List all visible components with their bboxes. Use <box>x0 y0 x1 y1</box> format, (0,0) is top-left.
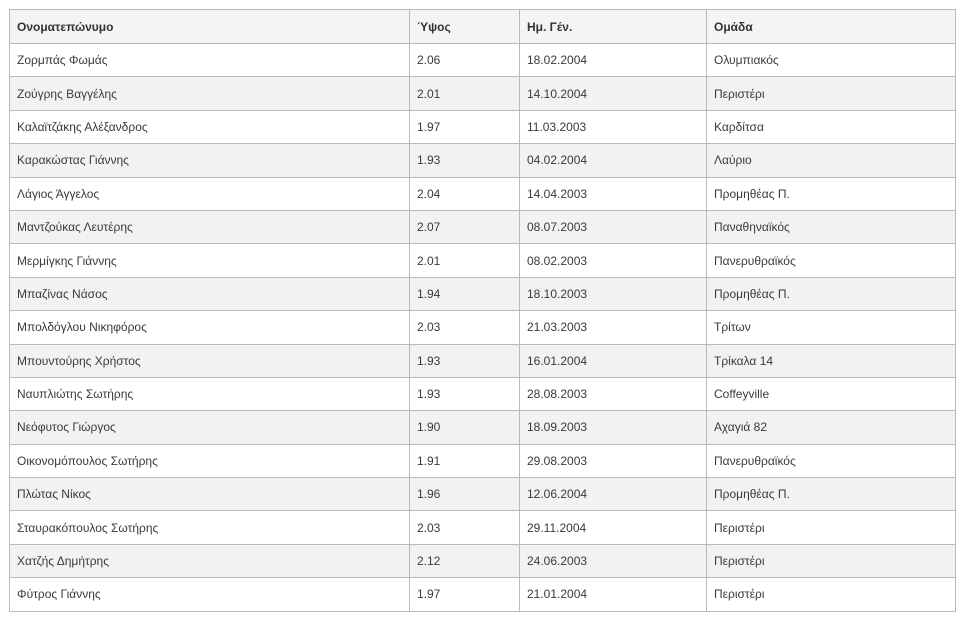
cell-height: 1.91 <box>410 444 520 477</box>
cell-name: Πλώτας Νίκος <box>10 478 410 511</box>
cell-birthdate: 11.03.2003 <box>520 110 707 143</box>
cell-birthdate: 18.10.2003 <box>520 277 707 310</box>
cell-height: 2.04 <box>410 177 520 210</box>
cell-team: Προμηθέας Π. <box>707 478 956 511</box>
cell-height: 1.90 <box>410 411 520 444</box>
cell-height: 1.97 <box>410 110 520 143</box>
cell-name: Μπαζίνας Νάσος <box>10 277 410 310</box>
cell-birthdate: 29.11.2004 <box>520 511 707 544</box>
table-row <box>10 311 956 344</box>
cell-name: Ζούγρης Βαγγέλης <box>10 77 410 110</box>
cell-team: Ολυμπιακός <box>707 44 956 77</box>
cell-team: Αχαγιά 82 <box>707 411 956 444</box>
cell-birthdate: 16.01.2004 <box>520 344 707 377</box>
cell-height: 2.01 <box>410 244 520 277</box>
cell-name: Νεόφυτος Γιώργος <box>10 411 410 444</box>
cell-name: Μπολδόγλου Νικηφόρος <box>10 311 410 344</box>
table-body <box>10 44 956 612</box>
cell-team: Παναθηναϊκός <box>707 210 956 243</box>
cell-birthdate: 14.10.2004 <box>520 77 707 110</box>
cell-team: Περιστέρι <box>707 544 956 577</box>
cell-birthdate: 29.08.2003 <box>520 444 707 477</box>
cell-name: Λάγιος Άγγελος <box>10 177 410 210</box>
table-row <box>10 511 956 544</box>
header-birthdate: Ημ. Γέν. <box>520 10 707 44</box>
table-row <box>10 177 956 210</box>
cell-team: Λαύριο <box>707 144 956 177</box>
cell-team: Καρδίτσα <box>707 110 956 143</box>
cell-height: 1.96 <box>410 478 520 511</box>
table-row <box>10 144 956 177</box>
cell-height: 2.01 <box>410 77 520 110</box>
header-row <box>10 10 956 44</box>
table-row <box>10 210 956 243</box>
table-row <box>10 478 956 511</box>
cell-birthdate: 18.02.2004 <box>520 44 707 77</box>
header-height: Ύψος <box>410 10 520 44</box>
cell-birthdate: 12.06.2004 <box>520 478 707 511</box>
cell-name: Καρακώστας Γιάννης <box>10 144 410 177</box>
cell-birthdate: 21.03.2003 <box>520 311 707 344</box>
cell-team: Περιστέρι <box>707 578 956 611</box>
cell-name: Μπουντούρης Χρήστος <box>10 344 410 377</box>
table-row <box>10 544 956 577</box>
cell-name: Χατζής Δημήτρης <box>10 544 410 577</box>
table-row <box>10 44 956 77</box>
table-row <box>10 244 956 277</box>
cell-name: Καλαϊτζάκης Αλέξανδρος <box>10 110 410 143</box>
cell-name: Ναυπλιώτης Σωτήρης <box>10 377 410 410</box>
cell-birthdate: 08.07.2003 <box>520 210 707 243</box>
cell-name: Ζορμπάς Φωμάς <box>10 44 410 77</box>
table-row <box>10 110 956 143</box>
header-name: Ονοματεπώνυμο <box>10 10 410 44</box>
cell-team: Περιστέρι <box>707 77 956 110</box>
cell-height: 2.06 <box>410 44 520 77</box>
cell-team: Τρίκαλα 14 <box>707 344 956 377</box>
table-header <box>10 10 956 44</box>
cell-name: Σταυρακόπουλος Σωτήρης <box>10 511 410 544</box>
cell-height: 1.93 <box>410 144 520 177</box>
cell-name: Φύτρος Γιάννης <box>10 578 410 611</box>
table-row <box>10 578 956 611</box>
table-row <box>10 444 956 477</box>
cell-name: Οικονομόπουλος Σωτήρης <box>10 444 410 477</box>
cell-birthdate: 24.06.2003 <box>520 544 707 577</box>
cell-birthdate: 18.09.2003 <box>520 411 707 444</box>
players-table-container <box>9 9 955 612</box>
cell-height: 2.07 <box>410 210 520 243</box>
header-team: Ομάδα <box>707 10 956 44</box>
cell-birthdate: 08.02.2003 <box>520 244 707 277</box>
cell-team: Τρίτων <box>707 311 956 344</box>
cell-team: Προμηθέας Π. <box>707 177 956 210</box>
cell-height: 1.93 <box>410 344 520 377</box>
cell-height: 1.94 <box>410 277 520 310</box>
cell-team: Προμηθέας Π. <box>707 277 956 310</box>
cell-name: Μαντζούκας Λευτέρης <box>10 210 410 243</box>
table-row <box>10 344 956 377</box>
cell-height: 1.93 <box>410 377 520 410</box>
cell-birthdate: 04.02.2004 <box>520 144 707 177</box>
cell-height: 2.03 <box>410 511 520 544</box>
cell-birthdate: 14.04.2003 <box>520 177 707 210</box>
players-table <box>9 9 956 612</box>
cell-name: Μερμίγκης Γιάννης <box>10 244 410 277</box>
cell-birthdate: 21.01.2004 <box>520 578 707 611</box>
cell-team: Πανερυθραϊκός <box>707 244 956 277</box>
cell-team: Πανερυθραϊκός <box>707 444 956 477</box>
table-row <box>10 277 956 310</box>
cell-team: Coffeyville <box>707 377 956 410</box>
cell-height: 2.12 <box>410 544 520 577</box>
table-row <box>10 377 956 410</box>
cell-team: Περιστέρι <box>707 511 956 544</box>
table-row <box>10 411 956 444</box>
cell-height: 1.97 <box>410 578 520 611</box>
cell-height: 2.03 <box>410 311 520 344</box>
table-row <box>10 77 956 110</box>
cell-birthdate: 28.08.2003 <box>520 377 707 410</box>
